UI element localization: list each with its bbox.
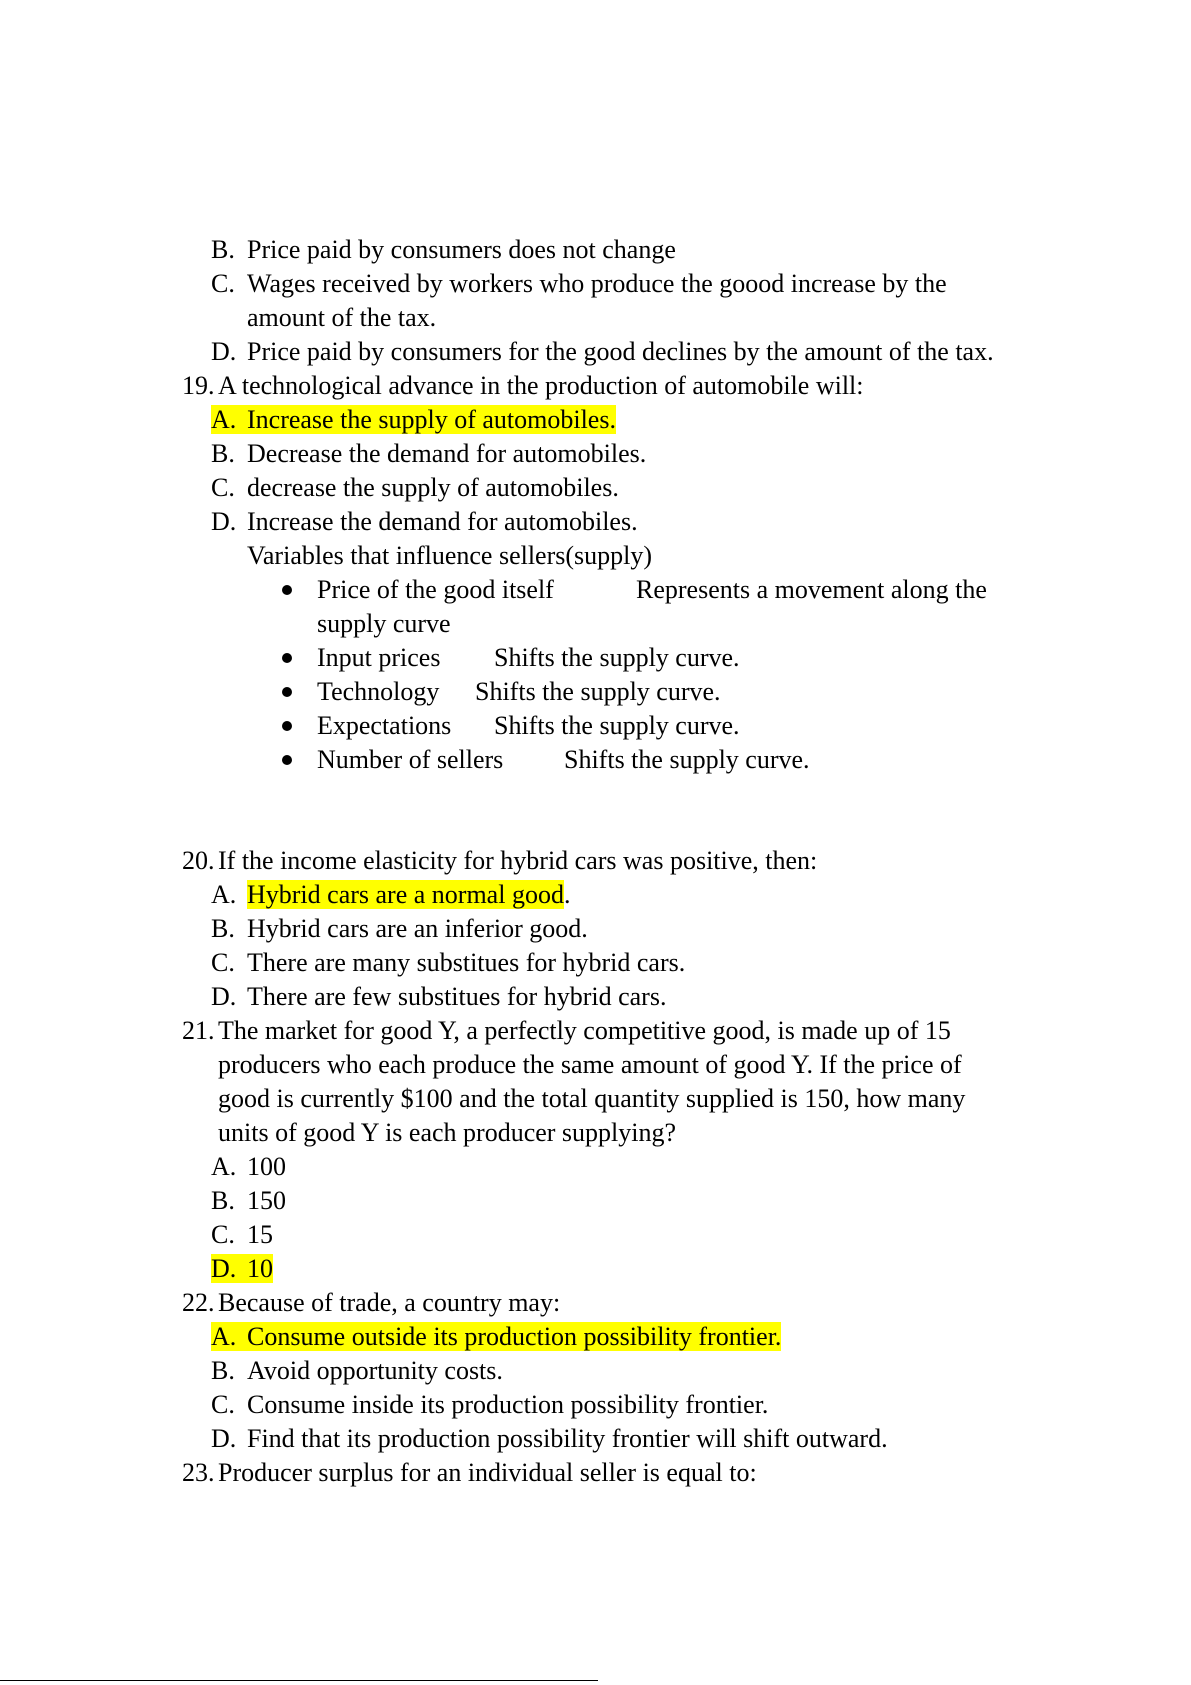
- q19-option-b: [211, 438, 646, 470]
- question-text: good is currently $100 and the total quantity supplied is 150, how many: [218, 1084, 966, 1113]
- q20-question: [182, 845, 817, 877]
- bullet-effect-text: Shifts the supply curve.: [494, 643, 740, 672]
- option-letter: D.: [211, 337, 237, 366]
- bullet-label: Input prices: [317, 643, 441, 672]
- bullet-item-cont: [317, 608, 451, 640]
- option-letter: C.: [211, 1220, 235, 1249]
- option-text: 100: [247, 1152, 286, 1181]
- q18-option-d: [211, 336, 994, 368]
- option-text: 15: [247, 1220, 273, 1249]
- option-text: 10: [247, 1254, 273, 1283]
- bullet-effect: [475, 676, 721, 708]
- q20-option-a: [211, 879, 570, 911]
- question-text: The market for good Y, a perfectly competitive good, is made up of 15: [218, 1016, 951, 1045]
- question-number: 20.: [182, 846, 215, 875]
- option-letter: C.: [211, 473, 235, 502]
- option-text: There are few substitues for hybrid cars.: [247, 982, 667, 1011]
- option-letter: B.: [211, 1186, 235, 1215]
- q19-option-d: [211, 506, 638, 538]
- q18-option-b: [211, 234, 676, 266]
- question-number: 23.: [182, 1458, 215, 1487]
- q19-option-c: [211, 472, 619, 504]
- q21-question-line-3: [218, 1083, 965, 1115]
- q21-option-a: [211, 1151, 286, 1183]
- option-text: Avoid opportunity costs.: [247, 1356, 503, 1385]
- bullet-effect-text: Shifts the supply curve.: [494, 711, 740, 740]
- bullet-item: [317, 676, 439, 708]
- option-text: Consume inside its production possibility frontier.: [247, 1390, 769, 1419]
- question-text: Producer surplus for an individual seller is equal to:: [218, 1458, 757, 1487]
- bullet-label: Expectations: [317, 711, 452, 740]
- q22-question: [182, 1287, 560, 1319]
- q21-option-c: [211, 1219, 273, 1251]
- q22-option-c: [211, 1389, 768, 1421]
- q21-question-line-2: [218, 1049, 962, 1081]
- option-text: Consume outside its production possibility frontier.: [247, 1322, 782, 1351]
- q22-option-a: [211, 1321, 781, 1353]
- bullet-label: Technology: [317, 677, 440, 706]
- question-text: producers who each produce the same amount of good Y. If the price of: [218, 1050, 962, 1079]
- option-letter: C.: [211, 269, 235, 298]
- note-heading: Variables that influence sellers(supply): [247, 541, 653, 570]
- option-text: 150: [247, 1186, 286, 1215]
- option-letter: D.: [211, 982, 237, 1011]
- q21-option-b: [211, 1185, 286, 1217]
- bullet-label: Price of the good itself: [317, 575, 554, 604]
- option-text: Wages received by workers who produce the goood increase by the: [247, 269, 947, 298]
- q18-option-c-cont: [247, 302, 436, 334]
- bullet-effect: [636, 574, 987, 606]
- q20-option-d: [211, 981, 666, 1013]
- bullet-effect-text: Shifts the supply curve.: [475, 677, 721, 706]
- question-text: Because of trade, a country may:: [218, 1288, 561, 1317]
- bullet-effect: [494, 642, 740, 674]
- bullet-effect-text: Represents a movement along the: [636, 575, 987, 604]
- option-letter: D.: [211, 507, 237, 536]
- option-text: Price paid by consumers does not change: [247, 235, 676, 264]
- bullet-effect: [494, 710, 740, 742]
- option-letter: A.: [211, 405, 237, 434]
- q21-question-line-1: [182, 1015, 951, 1047]
- option-letter: A.: [211, 880, 237, 909]
- option-letter: B.: [211, 1356, 235, 1385]
- q20-option-b: [211, 913, 588, 945]
- option-tail: .: [563, 880, 571, 909]
- question-number: 19.: [182, 371, 215, 400]
- bullet-icon: [282, 653, 292, 663]
- bullet-label: Number of sellers: [317, 745, 504, 774]
- q22-option-d: [211, 1423, 888, 1455]
- bullet-effect-text: Shifts the supply curve.: [564, 745, 810, 774]
- question-text: If the income elasticity for hybrid cars was positive, then:: [218, 846, 818, 875]
- option-letter: D.: [211, 1254, 237, 1283]
- q20-option-c: [211, 947, 685, 979]
- question-number: 21.: [182, 1016, 215, 1045]
- bullet-cont-text: supply curve: [317, 609, 451, 638]
- option-letter: C.: [211, 1390, 235, 1419]
- option-text: There are many substitues for hybrid cars.: [247, 948, 686, 977]
- bullet-item: [317, 744, 503, 776]
- question-text: A technological advance in the production of automobile will:: [218, 371, 864, 400]
- option-letter: C.: [211, 948, 235, 977]
- bullet-icon: [282, 687, 292, 697]
- highlighted-answer: [211, 405, 616, 434]
- option-letter: B.: [211, 439, 235, 468]
- option-text: Increase the supply of automobiles.: [247, 405, 616, 434]
- q22-option-b: [211, 1355, 503, 1387]
- bullet-icon: [282, 755, 292, 765]
- footer-divider: [0, 1680, 598, 1681]
- q18-option-c: [211, 268, 947, 300]
- question-number: 22.: [182, 1288, 215, 1317]
- highlighted-answer: Hybrid cars are a normal good: [247, 880, 564, 909]
- q19-note-heading: [247, 540, 652, 572]
- q23-question: [182, 1457, 757, 1489]
- q21-option-d: [211, 1253, 273, 1285]
- option-letter: A.: [211, 1152, 237, 1181]
- bullet-item: [317, 710, 451, 742]
- bullet-item: [317, 574, 554, 606]
- option-text: Find that its production possibility frontier will shift outward.: [247, 1424, 888, 1453]
- highlighted-answer: [211, 1322, 781, 1351]
- option-text: amount of the tax.: [247, 303, 437, 332]
- option-text: Decrease the demand for automobiles.: [247, 439, 647, 468]
- option-text: decrease the supply of automobiles.: [247, 473, 619, 502]
- bullet-effect: [564, 744, 810, 776]
- option-text: Hybrid cars are an inferior good.: [247, 914, 588, 943]
- bullet-icon: [282, 721, 292, 731]
- question-text: units of good Y is each producer supplying?: [218, 1118, 677, 1147]
- q19-question: [182, 370, 864, 402]
- highlighted-answer: [211, 1254, 273, 1283]
- option-letter: B.: [211, 235, 235, 264]
- bullet-item: [317, 642, 440, 674]
- option-text: Increase the demand for automobiles.: [247, 507, 638, 536]
- bullet-icon: [282, 585, 292, 595]
- option-letter: D.: [211, 1424, 237, 1453]
- option-text: Price paid by consumers for the good declines by the amount of the tax.: [247, 337, 994, 366]
- q19-option-a: [211, 404, 616, 436]
- option-letter: B.: [211, 914, 235, 943]
- q21-question-line-4: [218, 1117, 676, 1149]
- option-letter: A.: [211, 1322, 237, 1351]
